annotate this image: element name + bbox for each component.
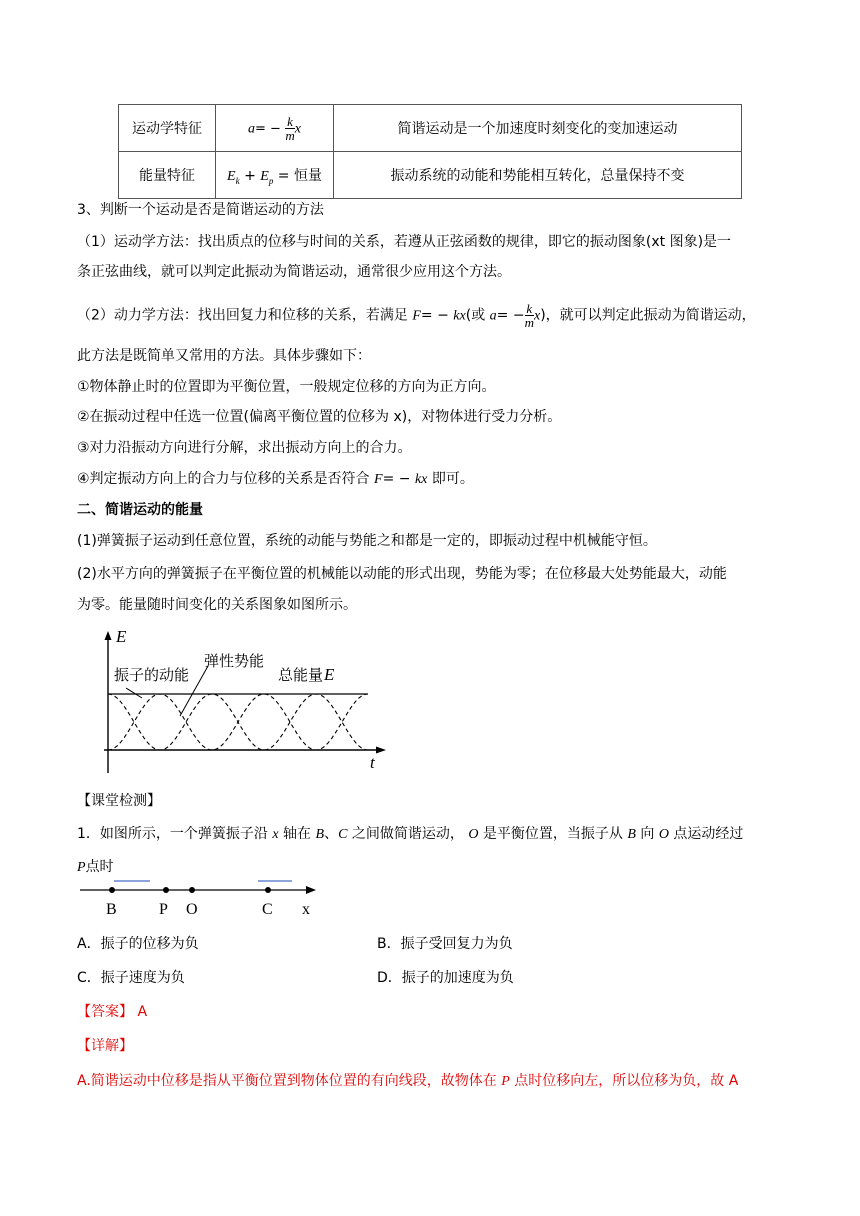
step-2: ②在振动过程中任选一位置(偏离平衡位置的位移为 x)，对物体进行受力分析。 (77, 409, 562, 425)
option-b[interactable]: B．振子受回复力为负 (377, 936, 513, 952)
property-table (118, 104, 742, 199)
label-x: x (302, 901, 310, 918)
fraction: $\frac{k}{m}$ (524, 301, 534, 330)
formula-cell: a= − $\frac{k}{m}$ x (216, 105, 334, 152)
paragraph: （2）动力学方法：找出回复力和位移的关系，若满足 F= − kx(或 a= − $\frac{k}{m}$ x)，就可以判定此振动为简谐运动， (77, 301, 756, 330)
section2-heading: 二、简谐运动的能量 (77, 502, 203, 518)
row-description: 简谐运动是一个加速度时刻变化的变加速运动 (334, 105, 742, 152)
row-description: 振动系统的动能和势能相互转化，总量保持不变 (334, 152, 742, 199)
y-axis-arrow (105, 631, 112, 640)
option-a[interactable]: A．振子的位移为负 (77, 936, 199, 952)
paragraph: 为零。能量随时间变化的关系图象如图所示。 (77, 597, 357, 613)
y-axis-label: E (116, 628, 127, 646)
total-symbol: E (324, 665, 335, 684)
point-O (189, 887, 195, 893)
section3-heading: 3、判断一个运动是否是简谐运动的方法 (77, 202, 324, 218)
option-c[interactable]: C．振子速度为负 (77, 970, 185, 986)
energy-time-figure (96, 628, 392, 776)
label-B: B (106, 901, 117, 918)
detail-heading: 【详解】 (77, 1038, 133, 1054)
row-label: 能量特征 (119, 152, 216, 199)
kinetic-pointer (126, 688, 142, 698)
step-1: ①物体静止时的位置即为平衡位置，一般规定位移的方向为正方向。 (77, 379, 496, 395)
question-1: 1．如图所示，一个弹簧振子沿 x 轴在 B、C 之间做简谐运动， O 是平衡位置，当振子从 B 向 O 点运动经过 (77, 826, 744, 842)
paragraph: (1)弹簧振子运动到任意位置，系统的动能与势能之和都是一定的，即振动过程中机械能守恒。 (77, 533, 657, 549)
detail-text: A.简谐运动中位移是指从平衡位置到物体位置的有向线段，故物体在 P 点时位移向左，所以位移为负，故 A (77, 1073, 739, 1089)
x-axis-arrow (376, 747, 386, 754)
point-C (265, 887, 271, 893)
point-P (163, 887, 169, 893)
step-3: ③对力沿振动方向进行分解，求出振动方向上的合力。 (77, 440, 412, 456)
x-axis-label: t (370, 753, 375, 772)
row-label: 运动学特征 (119, 105, 216, 152)
quiz-heading: 【课堂检测】 (77, 793, 161, 809)
elastic-label: 弹性势能 (204, 652, 265, 670)
table-row (119, 105, 742, 152)
paragraph: （1）运动学方法：找出质点的位移与时间的关系，若遵从正弦函数的规律，即它的振动图象(xt 图象)是一 (77, 234, 732, 250)
point-B (109, 887, 115, 893)
fraction: $\frac{k}{m}$ (285, 113, 295, 143)
label-C: C (262, 901, 273, 918)
question-1-cont: P点时 (77, 859, 114, 875)
label-O: O (186, 901, 198, 918)
paragraph: (2)水平方向的弹簧振子在平衡位置的机械能以动能的形式出现，势能为零；在位移最大处势能最大，动能 (77, 566, 727, 582)
step-4: ④判定振动方向上的合力与位移的关系是否符合 F= − kx 即可。 (77, 471, 474, 487)
answer: 【答案】 A (77, 1004, 148, 1020)
paragraph: 此方法是既简单又常用的方法。具体步骤如下： (77, 348, 371, 364)
option-d[interactable]: D．振子的加速度为负 (377, 970, 514, 986)
axis-arrow (306, 886, 316, 894)
spring-axis-figure (80, 876, 322, 920)
total-label: 总能量 (278, 666, 324, 684)
kinetic-label: 振子的动能 (114, 666, 190, 684)
label-P: P (159, 901, 168, 918)
formula-cell: $E_k + E_p$ = 恒量 (216, 152, 334, 199)
paragraph: 条正弦曲线，就可以判定此振动为简谐运动，通常很少应用这个方法。 (77, 264, 511, 280)
table-row (119, 152, 742, 199)
